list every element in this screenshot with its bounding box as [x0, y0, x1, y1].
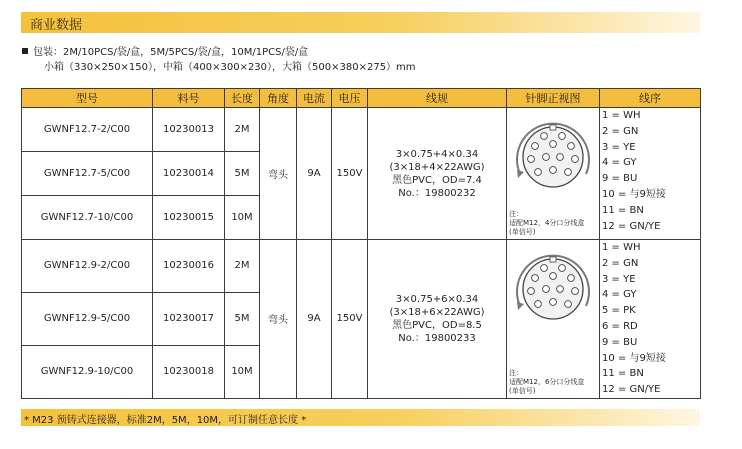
model-cell: GWNF12.7-2/C00 [22, 108, 153, 152]
section-title: 商业数据 [30, 18, 83, 33]
wire-seq-item: 2 = GN [602, 257, 639, 269]
wire-seq-item: 4 = GY [602, 157, 637, 169]
table-row [22, 240, 701, 293]
wire-seq-item: 12 = GN/YE [602, 220, 661, 232]
table-row [22, 108, 701, 152]
cable-line: No.：19800232 [398, 187, 476, 199]
voltage-cell: 150V [332, 240, 368, 399]
length-cell: 5M [225, 292, 260, 345]
model-cell: GWNF12.9-2/C00 [22, 240, 153, 293]
footer-note: * M23 预铸式连接器，标准2M，5M，10M，可订制任意长度 * [24, 415, 307, 426]
length-cell: 2M [225, 108, 260, 152]
packaging-info [22, 45, 416, 75]
model-cell: GWNF12.9-5/C00 [22, 292, 153, 345]
cable-spec-cell [368, 240, 507, 399]
packaging-line-1 [22, 45, 416, 60]
wire-seq-item: 12 = GN/YE [602, 384, 661, 396]
wire-seq-item: 10 = 与9短接 [602, 188, 666, 200]
wire-seq-item: 5 = PK [602, 305, 636, 317]
packaging-line-2: 小箱（330×250×150），中箱（400×300×230），大箱（500×380×275）mm [44, 62, 416, 73]
angle-cell: 弯头 [260, 108, 297, 240]
wire-seq-item: 9 = BU [602, 173, 638, 185]
wire-seq-item: 3 = YE [602, 141, 636, 153]
wire-seq-item: 9 = BU [602, 336, 638, 348]
part-cell: 10230014 [153, 152, 225, 196]
model-cell: GWNF12.7-5/C00 [22, 152, 153, 196]
pin-note-line: 适配M12，6分口分线盒 [509, 377, 585, 386]
pin-note-line: (单信号) [509, 386, 536, 395]
header-cable-gauge: 线规 [368, 89, 507, 108]
wire-seq-item: 1 = WH [602, 242, 641, 253]
current-cell: 9A [297, 108, 332, 240]
packaging-text: 包装：2M/10PCS/袋/盒，5M/5PCS/袋/盒，10M/1PCS/袋/盒 [33, 47, 309, 58]
header-wire-sequence: 线序 [600, 89, 701, 108]
header-model: 型号 [22, 89, 153, 108]
header-current: 电流 [297, 89, 332, 108]
wire-sequence-cell [600, 240, 701, 399]
part-cell: 10230015 [153, 196, 225, 240]
footer-bar [21, 409, 700, 426]
header-angle: 角度 [260, 89, 297, 108]
pin-view-cell [507, 240, 600, 399]
length-cell: 10M [225, 196, 260, 240]
bullet-square-icon [22, 48, 28, 54]
cable-line: 黑色PVC，OD=8.5 [392, 319, 482, 331]
connector-pin-diagram-icon [508, 112, 598, 202]
wire-seq-item: 2 = GN [602, 125, 639, 137]
header-pin-front-view: 针脚正视图 [507, 89, 600, 108]
cable-line: (3×18+4×22AWG) [389, 161, 485, 173]
voltage-cell: 150V [332, 108, 368, 240]
cable-line: No.：19800233 [398, 332, 476, 344]
length-cell: 2M [225, 240, 260, 293]
pin-view-cell [507, 108, 600, 240]
current-cell: 9A [297, 240, 332, 399]
pin-note-line: 适配M12，4分口分线盒 [509, 219, 585, 227]
header-voltage: 电压 [332, 89, 368, 108]
pin-note-line: 注： [509, 210, 523, 218]
cable-line: (3×18+6×22AWG) [389, 306, 485, 318]
model-cell: GWNF12.7-10/C00 [22, 196, 153, 240]
wire-seq-item: 11 = BN [602, 368, 644, 380]
section-header-bar [21, 12, 700, 33]
header-part-no: 料号 [153, 89, 225, 108]
cable-spec-cell [368, 108, 507, 240]
angle-cell: 弯头 [260, 240, 297, 399]
pin-note-line: (单信号) [509, 228, 536, 236]
part-cell: 10230016 [153, 240, 225, 293]
product-spec-table [21, 88, 701, 399]
cable-line: 3×0.75+4×0.34 [395, 148, 479, 160]
part-cell: 10230013 [153, 108, 225, 152]
wire-seq-item: 6 = RD [602, 320, 638, 332]
part-cell: 10230018 [153, 345, 225, 398]
model-cell: GWNF12.9-10/C00 [22, 345, 153, 398]
length-cell: 10M [225, 345, 260, 398]
cable-line: 3×0.75+6×0.34 [395, 293, 479, 305]
cable-line: 黑色PVC，OD=7.4 [392, 174, 482, 186]
pin-note [509, 369, 584, 396]
wire-seq-item: 4 = GY [602, 289, 637, 301]
wire-sequence-cell [600, 108, 701, 240]
length-cell: 5M [225, 152, 260, 196]
wire-seq-item: 11 = BN [602, 204, 644, 216]
wire-seq-item: 1 = WH [602, 110, 641, 121]
pin-note-line: 注： [509, 368, 523, 377]
table-header-row [22, 89, 701, 108]
pin-note [509, 210, 584, 237]
part-cell: 10230017 [153, 292, 225, 345]
wire-seq-item: 10 = 与9短接 [602, 352, 666, 364]
connector-pin-diagram-icon [508, 244, 598, 334]
header-length: 长度 [225, 89, 260, 108]
wire-seq-item: 3 = YE [602, 273, 636, 285]
